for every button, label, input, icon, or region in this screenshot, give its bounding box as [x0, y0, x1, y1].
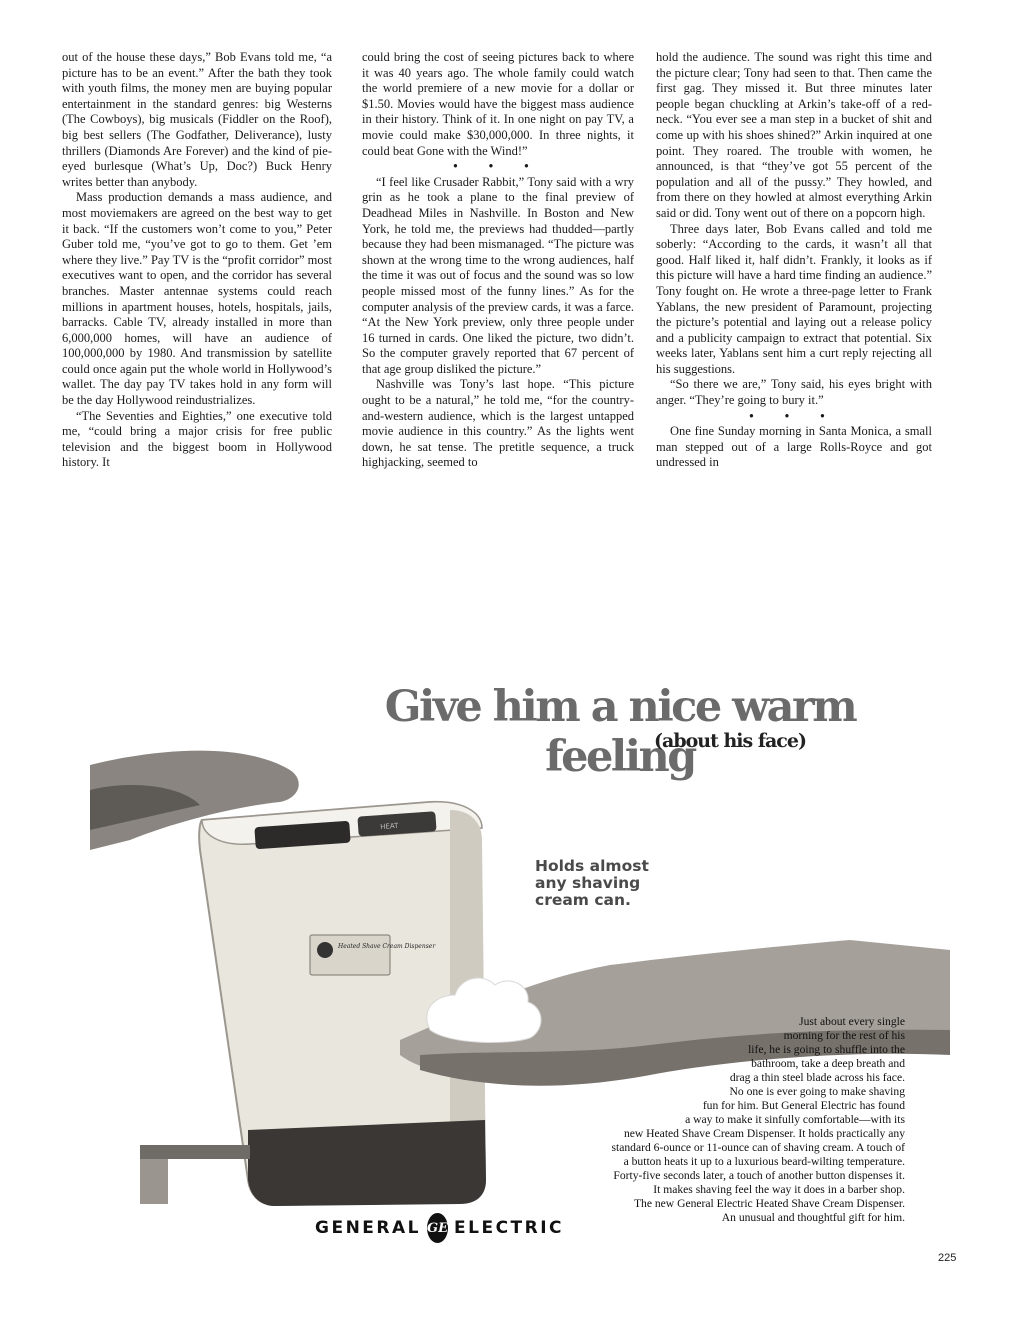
ad-body-line: a button heats it up to a luxurious beard-wilting temperature.	[623, 1155, 905, 1168]
paragraph: Nashville was Tony’s last hope. “This picture ought to be a natural,” he told me, “for the country-and-western audience, which is the largest untapped movie audience in this country.” As the lights went down, he sat tense. The pretitle sequence, a truck highjacking, seemed to	[362, 377, 634, 470]
ad-subhead: (about his face)	[654, 730, 806, 752]
article-column-1	[62, 50, 332, 646]
device-ge-mark	[317, 942, 333, 958]
device-label-text: Heated Shave Cream Dispenser	[338, 943, 436, 950]
ad-body-line: bathroom, take a deep breath and	[751, 1057, 905, 1070]
article-column-3	[656, 50, 932, 646]
paragraph: “I feel like Crusader Rabbit,” Tony said with a wry grin as he took a plane to the final preview of Deadhead Miles in Nashville. In Boston and New York, he told me, the previews had thudded—partly because they had been mismanaged. “The picture was shown at the wrong time to the wrong audiences, half the time it was out of focus and the sound was so low people missed most of the funny lines.” As for the computer analysis of the preview cards, it was a farce. “At the New York preview, only three people under 16 turned in cards. One liked the picture, two didn’t. So the computer gravely reported that 67 percent of that age group disliked the picture.”	[362, 174, 634, 376]
ad-body-line: fun for him. But General Electric has found	[702, 1099, 905, 1112]
ad-body-line: drag a thin steel blade across his face.	[729, 1071, 905, 1084]
brand-word-general: GENERAL	[315, 1218, 421, 1238]
paragraph: “So there we are,” Tony said, his eyes bright with anger. “They’re going to bury it.”	[656, 377, 932, 408]
ad-callout: Holds almost any shaving cream can.	[535, 857, 649, 909]
ad-body-line: An unusual and thoughtful gift for him.	[721, 1211, 905, 1224]
page-number: 225	[938, 1252, 957, 1264]
paragraph: Mass production demands a mass audience, and most moviemakers are agreed on the best way to get it back. “If the customers won’t come to you,” Peter Guber told me, “you’ve got to go to them. Get ’em where they live.” Pay TV is the “profit corridor” most executives want to open, and the corridor has several branches. Master antennae systems could reach millions in apartment houses, hotels, hospitals, jails, barracks. Cable TV, already installed in more than 6,000,000 homes, will have an audience of 100,000,000 by 1980. And transmission by satellite could once again put the whole world in Hollywood’s wallet. The day pay TV takes hold in any form will be the day Hollywood reindustrializes.	[62, 190, 332, 408]
ad-body-line: a way to make it sinfully comfortable—with its	[685, 1113, 905, 1126]
general-electric-logo	[315, 1208, 565, 1248]
paragraph: “The Seventies and Eighties,” one executive told me, “could bring a major crisis for free public television and the biggest boom in Hollywood history. It	[62, 408, 332, 470]
advertisement	[90, 660, 950, 1260]
ad-body-line: morning for the rest of his	[783, 1029, 905, 1042]
paragraph: Three days later, Bob Evans called and told me soberly: “According to the cards, it wasn’t all that good. Half liked it, half didn’t. Frankly, it looks as if this picture will have a hard time finding an audience.” Tony fought on. He wrote a three-page letter to Frank Yablans, the new president of Paramount, projecting the picture’s potential and laying out a release policy and a publicity campaign to extract that potential. Six weeks later, Yablans sent him a curt reply rejecting all his suggestions.	[656, 221, 932, 376]
paragraph: out of the house these days,” Bob Evans told me, “a picture has to be an event.” After the bath they took with youth films, the money men are buying popular entertainment in the standard genres: big Westerns (The Cowboys), big musicals (Fiddler on the Roof), big best sellers (The Godfather, Deliverance), lusty thrillers (Diamonds Are Forever) and the kind of pie-eyed burlesque (What’s Up, Doc?) Buck Henry writes better than anybody.	[62, 50, 332, 189]
section-separator: • • •	[453, 159, 543, 174]
heat-button-label: HEAT	[379, 821, 399, 832]
ad-body-line: It makes shaving feel the way it does in a barber shop.	[653, 1183, 905, 1196]
ad-headline: Give him a nice warm feeling	[384, 682, 856, 782]
brand-word-electric: ELECTRIC	[454, 1218, 565, 1238]
ad-body-line: new Heated Shave Cream Dispenser. It holds practically any	[623, 1127, 905, 1140]
razor-handle-illustration	[140, 1159, 168, 1204]
ad-body-line: Just about every single	[799, 1015, 905, 1028]
ge-monogram-icon: GE	[427, 1213, 448, 1243]
ad-body-line: Forty-five seconds later, a touch of another button dispenses it.	[613, 1169, 905, 1182]
paragraph: One fine Sunday morning in Santa Monica, a small man stepped out of a large Rolls-Royce and got undressed in	[656, 424, 932, 470]
ad-body-line: No one is ever going to make shaving	[729, 1085, 905, 1098]
ad-body-copy	[345, 1015, 905, 1225]
ad-body-line: standard 6-ounce or 11-ounce can of shaving cream. A touch of	[611, 1141, 905, 1154]
ad-body-line: The new General Electric Heated Shave Cream Dispenser.	[633, 1197, 905, 1210]
razor-head-illustration	[140, 1145, 250, 1159]
paragraph: hold the audience. The sound was right this time and the picture clear; Tony had seen to that. Then came the first gag. They missed it. But three minutes later people began chuckling at Arkin’s take-off of a red-neck. “You ever see a man step in a bucket of shit and come up with his shoes shined?” Arkin inquired at one point. They roared. The trouble with women, he announced, is that “they’ve got 55 percent of the population and all of the pussy.” They howled, and from there on they howled at almost everything Arkin said or did. Tony went out of there on a popcorn high.	[656, 50, 932, 220]
article-column-2	[362, 50, 634, 646]
ad-body-line: life, he is going to shuffle into the	[748, 1043, 905, 1056]
paragraph: could bring the cost of seeing pictures back to where it was 40 years ago. The whole family could watch the world premiere of a new movie for a dollar or $1.50. Movies would have the biggest mass audience in their history. Think of it. In one night on pay TV, a movie could make $30,000,000. In three nights, it could beat Gone with the Wind!”	[362, 50, 634, 158]
section-separator: • • •	[749, 408, 839, 423]
